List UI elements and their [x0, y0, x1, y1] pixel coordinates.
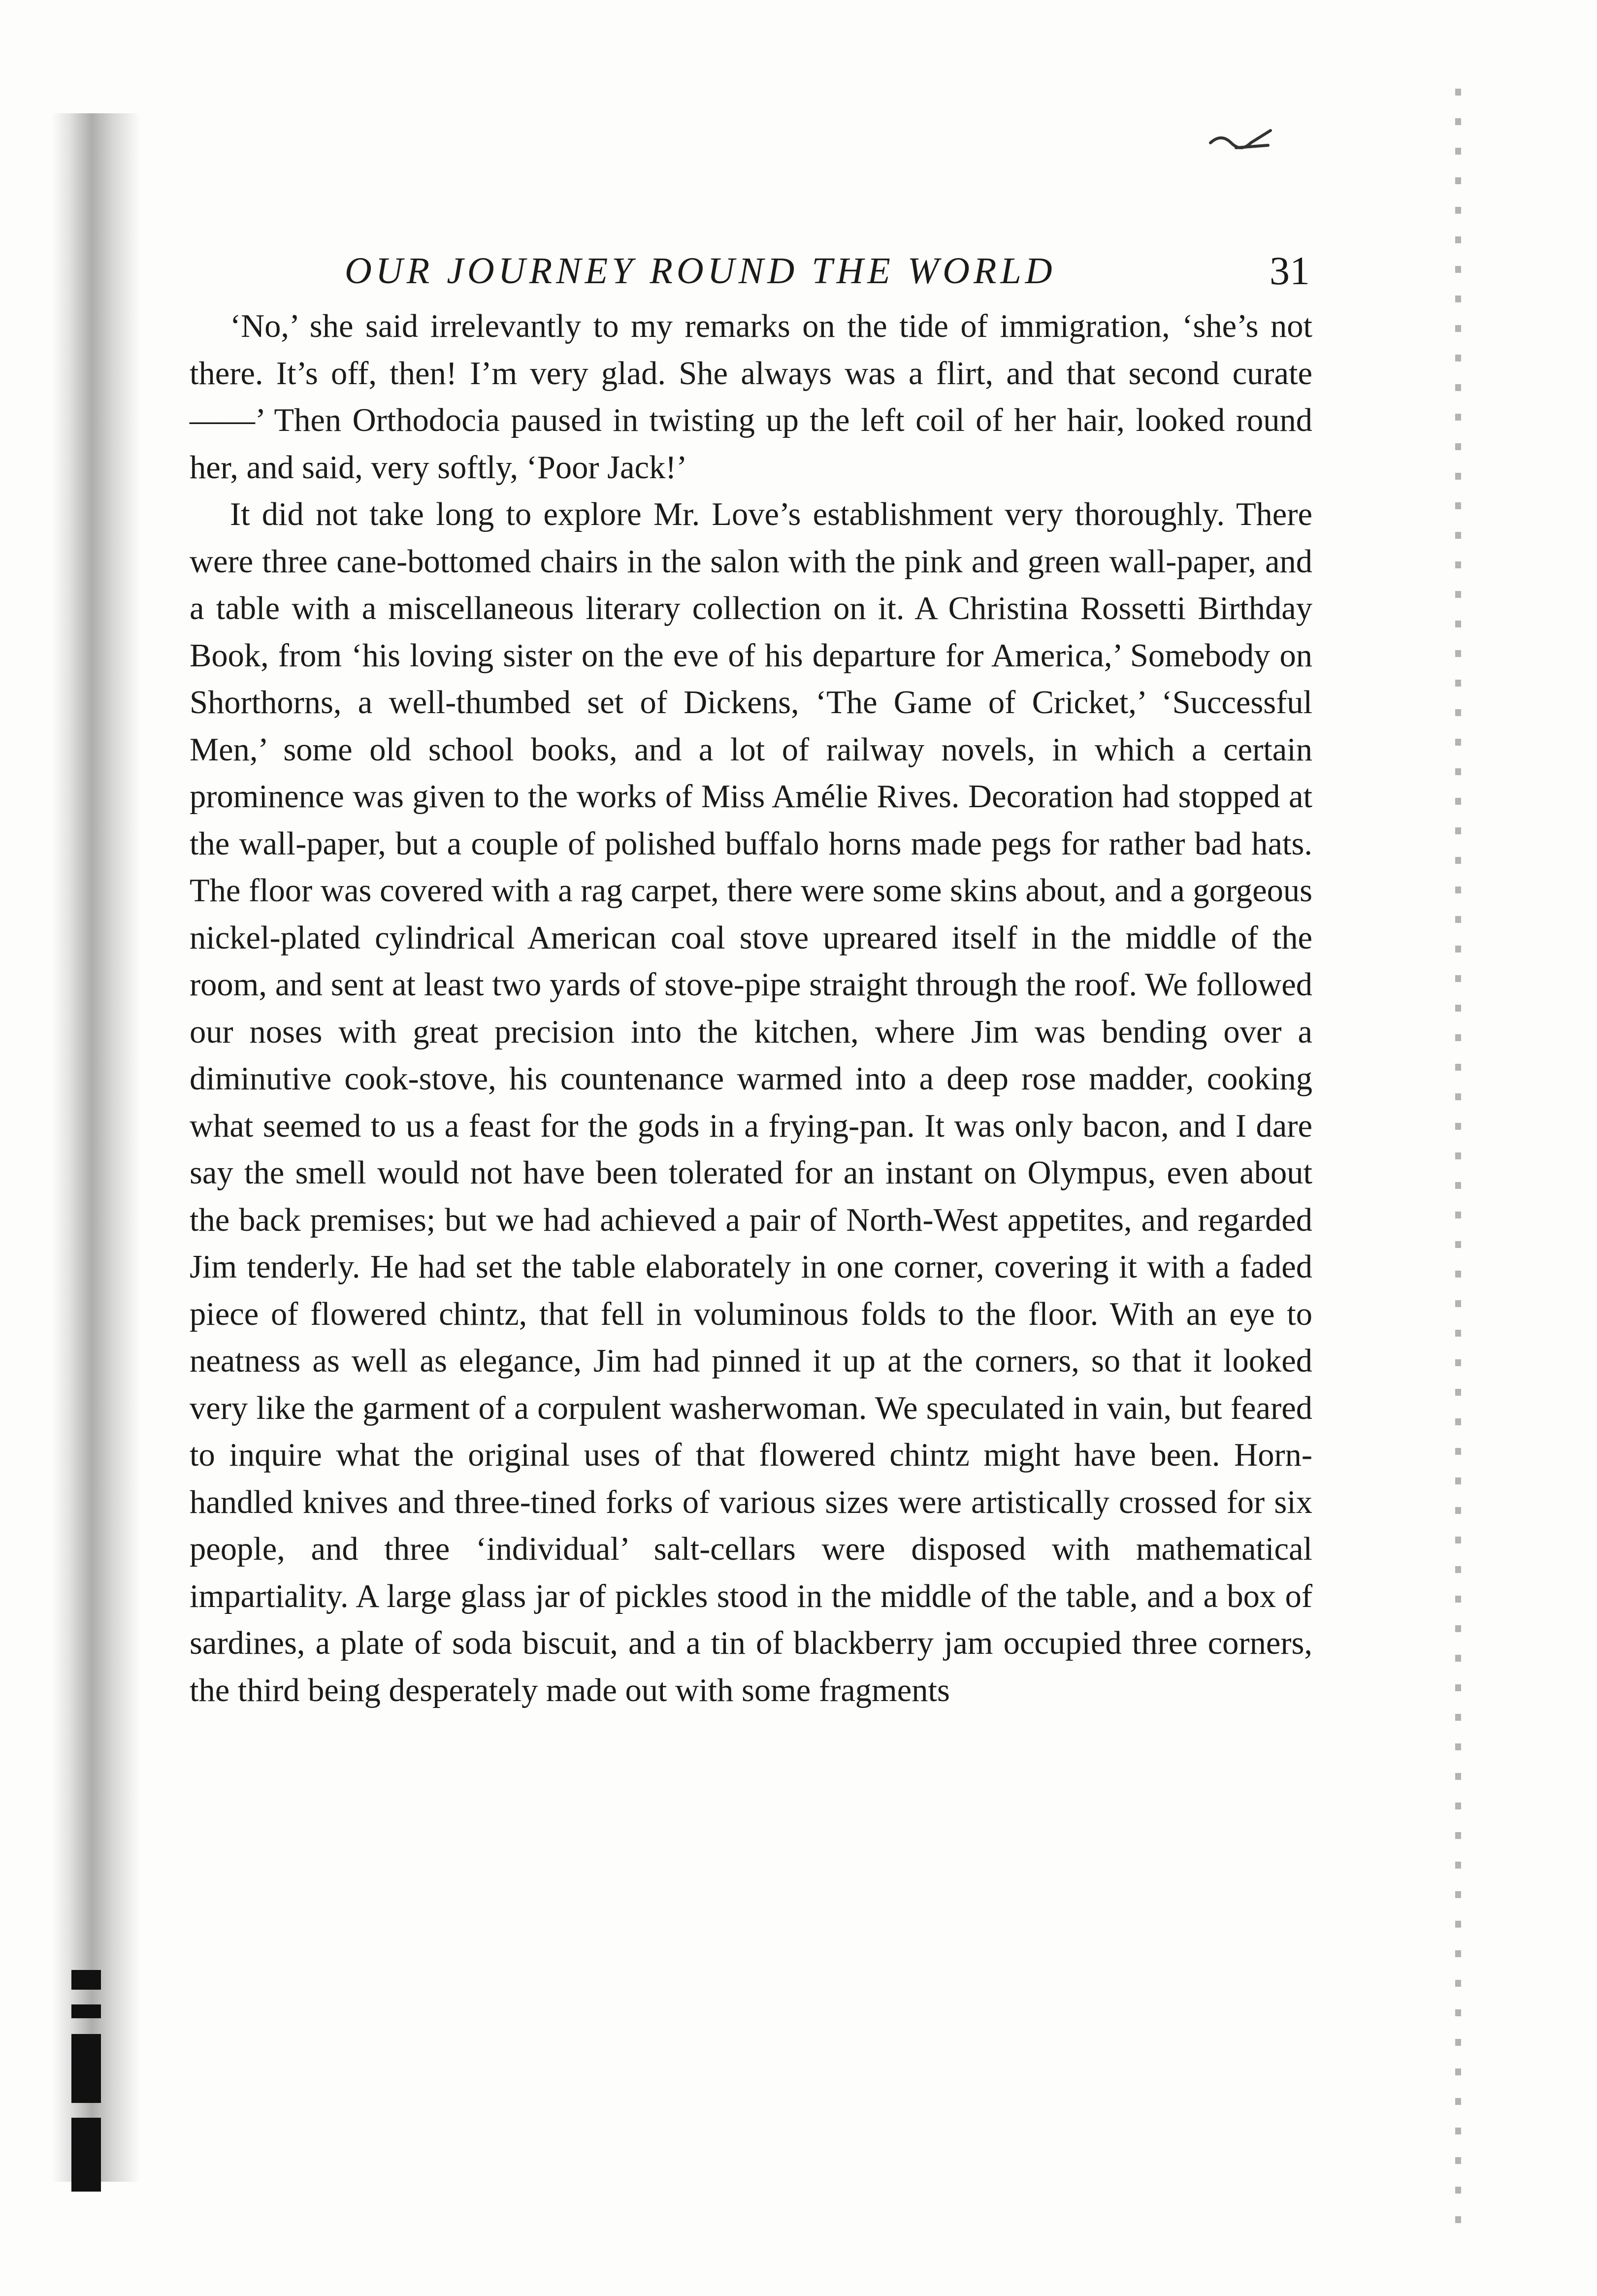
paragraph: It did not take long to explore Mr. Love’s establishment very thoroughly. There were three cane-bottomed chairs in the salon with the pink and green wall-paper, and a table with a miscellaneous literary collection on it. A Christina Rossetti Birthday Book, from ‘his loving sister on the eve of his departure for America,’ Somebody on Shorthorns, a well-thumbed set of Dickens, ‘The Game of Cricket,’ ‘Successful Men,’ some old school books, and a lot of railway novels, in which a certain prominence was given to the works of Miss Amélie Rives. Decoration had stopped at the wall-paper, but a couple of polished buffalo horns made pegs for rather bad hats. The floor was covered with a rag carpet, there were some skins about, and a gorgeous nickel-plated cylindrical American coal stove upreared itself in the middle of the room, and sent at least two yards of stove-pipe straight through the roof. We followed our noses with great precision into the kitchen, where Jim was bending over a diminutive cook-stove, his countenance warmed into a deep rose madder, cooking what seemed to us a feast for the gods in a frying-pan. It was only bacon, and I dare say the smell would not have been tolerated for an instant on Olympus, even about the back premises; but we had achieved a pair of North-West appetites, and regarded Jim tenderly. He had set the table elaborately in one corner, covering it with a faded piece of flowered chintz, that fell in voluminous folds to the floor. With an eye to neatness as well as elegance, Jim had pinned it up at the corners, so that it looked very like the garment of a corpulent washerwoman. We speculated in vain, but feared to inquire what the original uses of that flowered chintz might have been. Horn-handled knives and three-tined forks of various sizes were artistically crossed for six people, and three ‘individual’ salt-cellars were disposed with mathematical impartiality. A large glass jar of pickles stood in the middle of the table, and a box of sardines, a plate of soda biscuit, and a tin of blackberry jam occupied three corners, the third being desperately made out with some fragments	[190, 496, 1312, 1708]
running-header	[345, 244, 1379, 298]
paragraph: ‘No,’ she said irrelevantly to my remarks on the tide of immigration, ‘she’s not there. It’s off, then! I’m very glad. She always was a flirt, and that second curate——’ Then Orthodocia paused in twisting up the left coil of her hair, looked round her, and said, very softly, ‘Poor Jack!’	[190, 308, 1312, 486]
running-title: OUR JOURNEY ROUND THE WORLD	[345, 250, 1056, 292]
binding-marks	[71, 1970, 101, 2197]
body-text	[190, 303, 1312, 2076]
page-edge	[1455, 89, 1461, 2231]
pencil-mark	[1206, 123, 1275, 158]
page-number: 31	[1270, 248, 1310, 293]
binding-shadow	[52, 113, 140, 2182]
